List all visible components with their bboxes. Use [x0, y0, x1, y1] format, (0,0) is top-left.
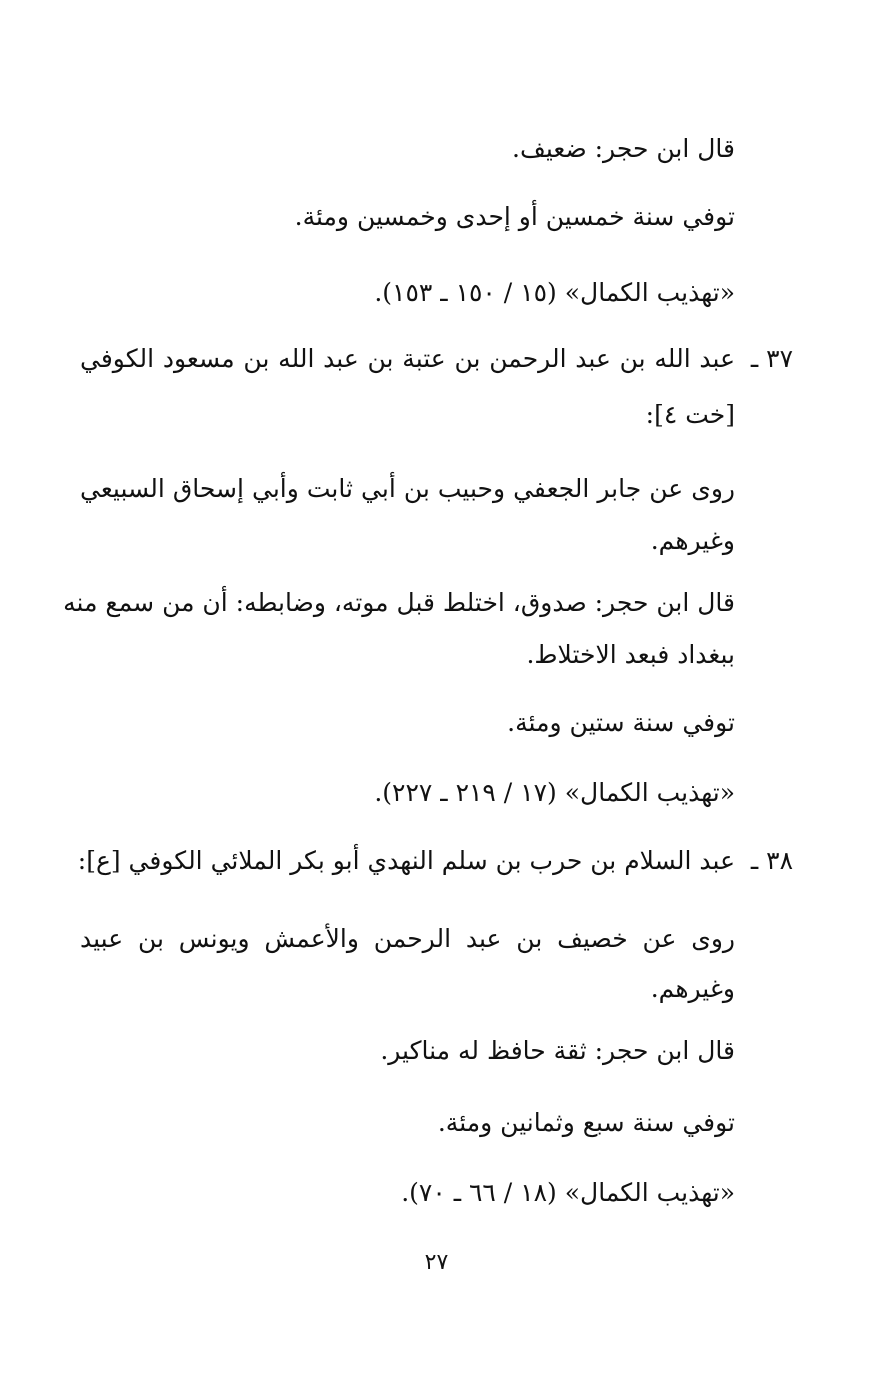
reference-line: «تهذيب الكمال» (١٥ / ١٥٠ ـ ١٥٣).	[374, 278, 735, 307]
grade-line: قال ابن حجر: ضعيف.	[512, 134, 735, 163]
death-line: توفي سنة سبع وثمانين ومئة.	[437, 1108, 735, 1137]
reference-line: «تهذيب الكمال» (١٨ / ٦٦ ـ ٧٠).	[401, 1178, 735, 1207]
narrators-line-end: وغيرهم.	[650, 974, 735, 1003]
death-line: توفي سنة ستين ومئة.	[507, 708, 735, 737]
entry-heading-tags: [خت ٤]:	[645, 400, 735, 429]
death-line: توفي سنة خمسين أو إحدى وخمسين ومئة.	[294, 202, 735, 231]
narrators-line: روى عن جابر الجعفي وحبيب بن أبي ثابت وأبي إسحاق السبيعي	[80, 474, 735, 503]
grade-line: قال ابن حجر: ثقة حافظ له مناكير.	[380, 1036, 735, 1065]
entry-number: ٣٧ ـ	[750, 344, 793, 373]
entry-number: ٣٨ ـ	[750, 846, 793, 875]
grade-line-end: ببغداد فبعد الاختلاط.	[526, 640, 735, 669]
entry-heading: عبد السلام بن حرب بن سلم النهدي أبو بكر الملائي الكوفي [ع]:	[77, 846, 735, 875]
narrators-line-end: وغيرهم.	[650, 526, 735, 555]
reference-line: «تهذيب الكمال» (١٧ / ٢١٩ ـ ٢٢٧).	[374, 778, 735, 807]
entry-heading: عبد الله بن عبد الرحمن بن عتبة بن عبد الله بن مسعود الكوفي	[80, 344, 735, 373]
narrators-line: روى عن خصيف بن عبد الرحمن والأعمش ويونس بن عبيد	[80, 924, 735, 953]
page-number: ٢٧	[424, 1250, 449, 1275]
grade-line: قال ابن حجر: صدوق، اختلط قبل موته، وضابطه: أن من سمع منه	[63, 588, 735, 617]
